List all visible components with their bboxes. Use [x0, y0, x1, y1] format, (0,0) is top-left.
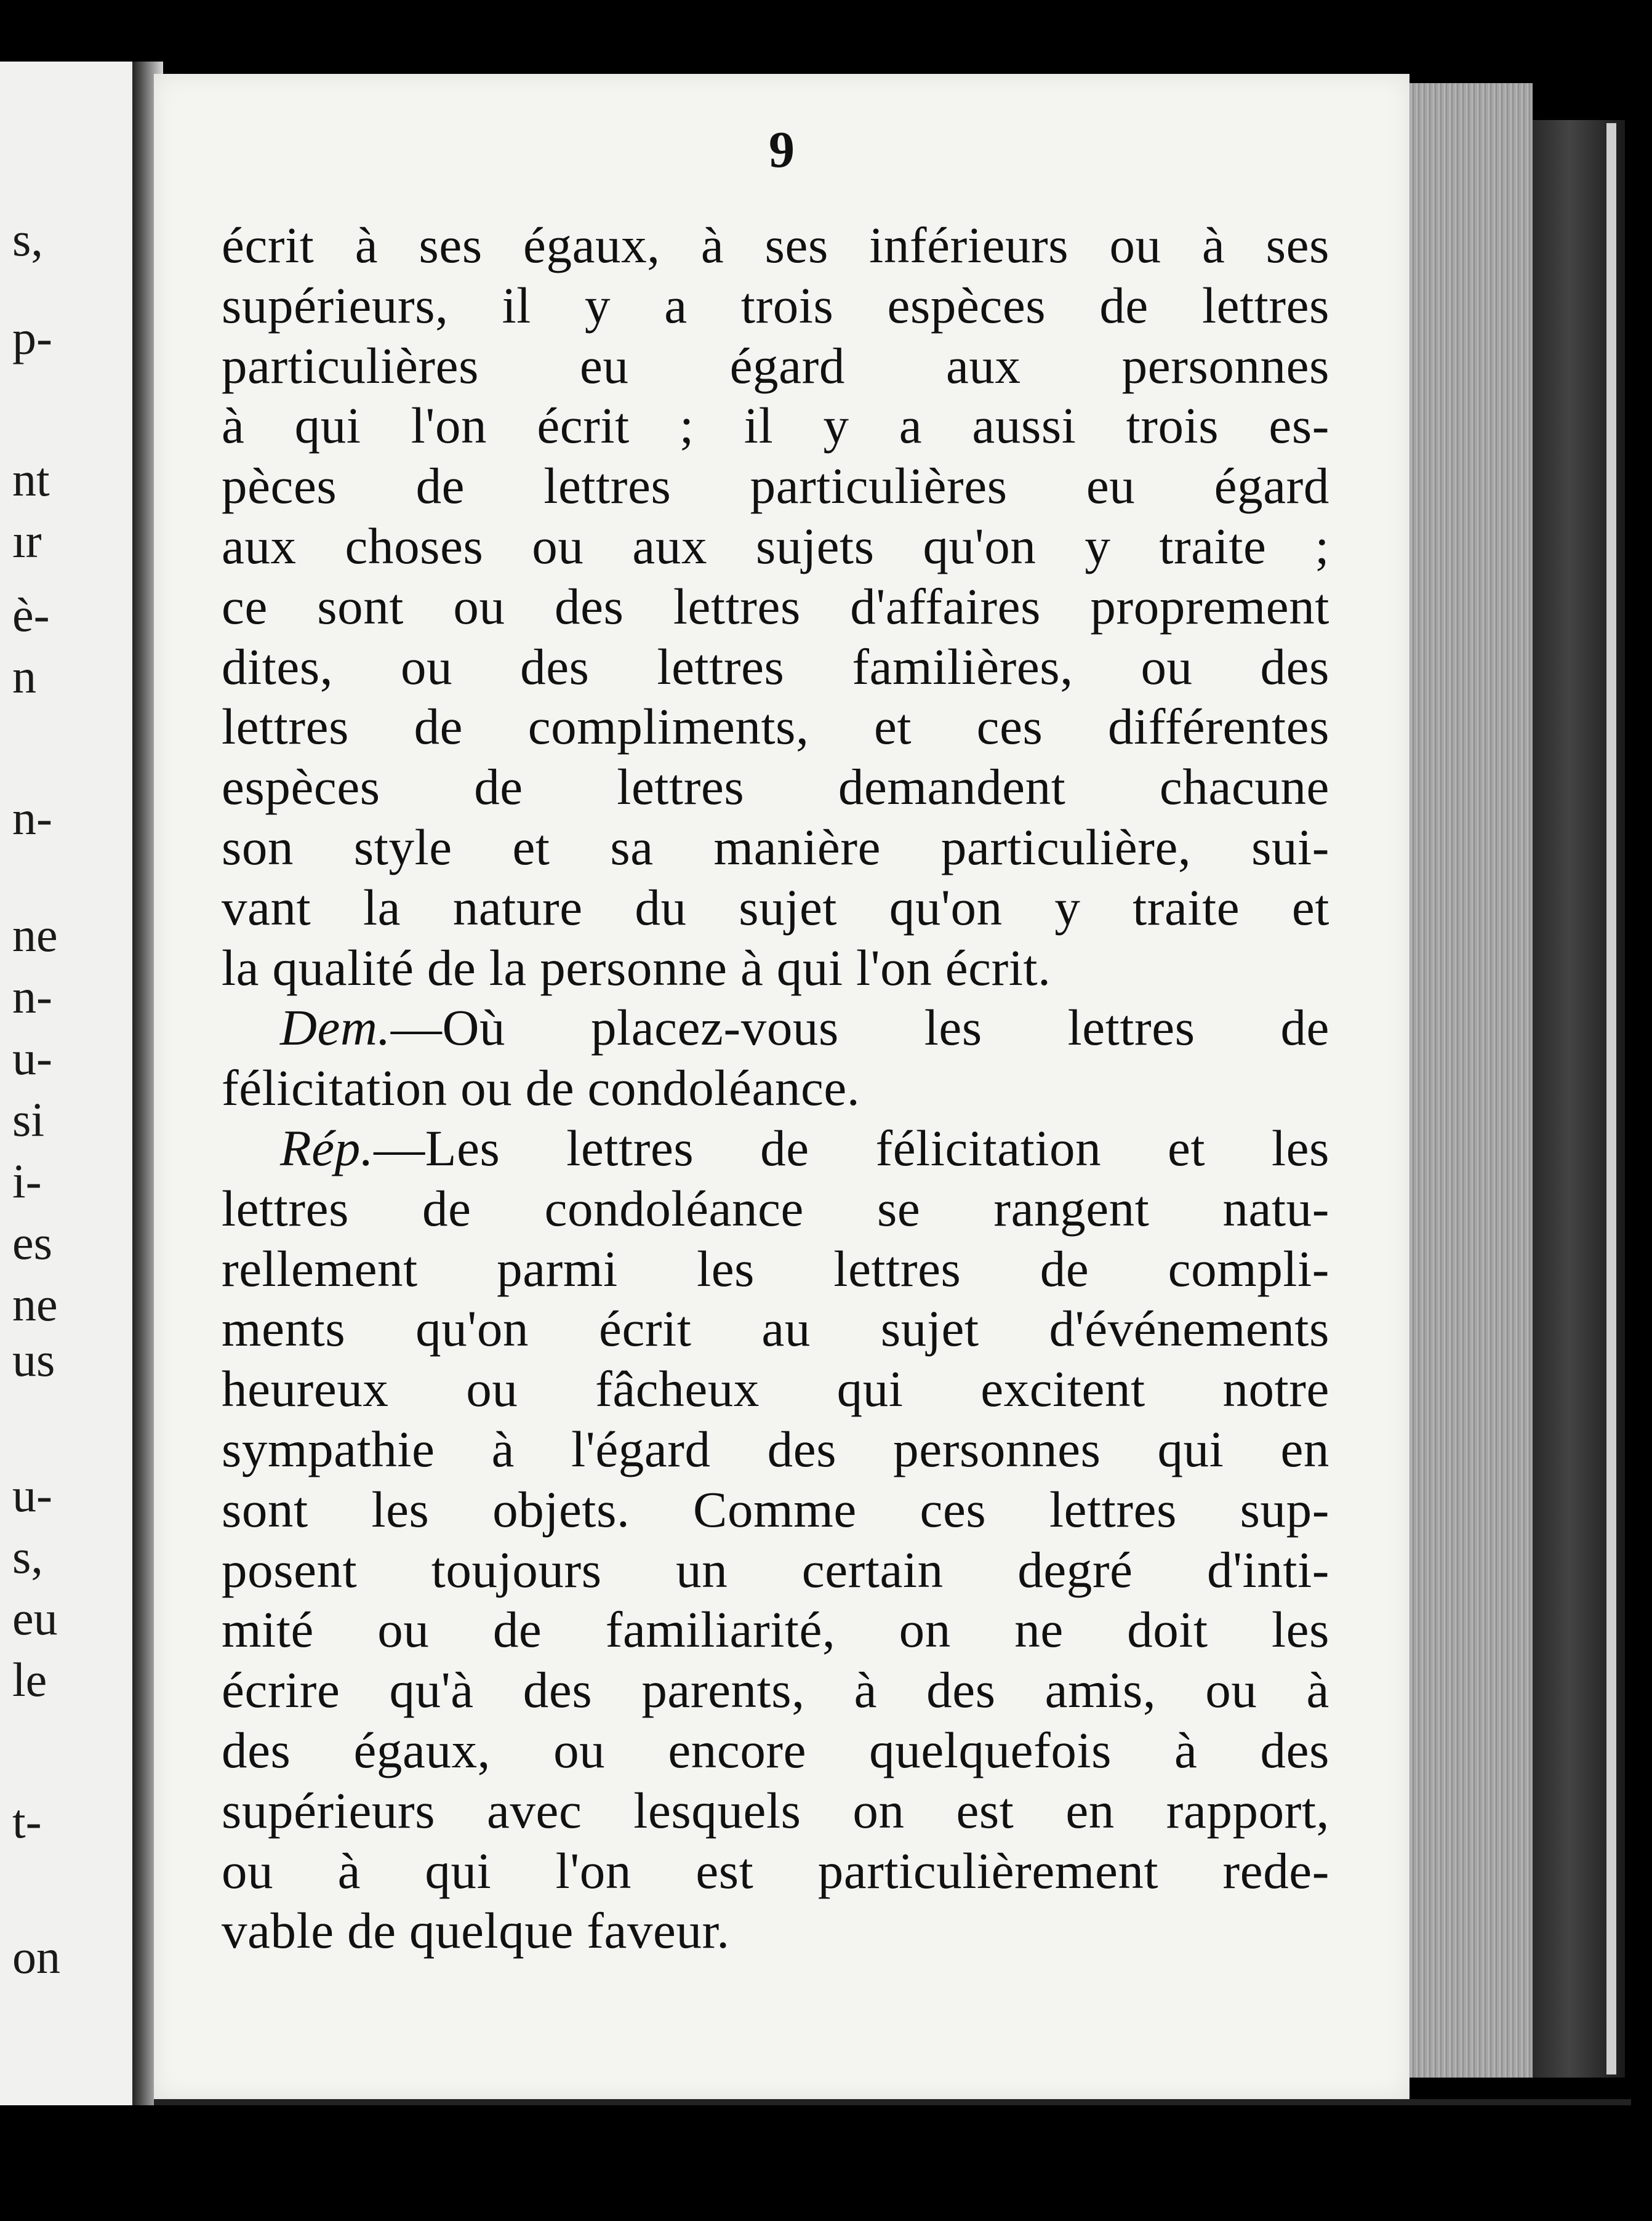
facing-page-text: u- — [12, 1468, 52, 1522]
text-line: supérieurs, il y a trois espèces de lettres — [222, 276, 1329, 334]
text-line: espèces de lettres demandent chacune — [222, 758, 1329, 816]
answer-line — [222, 1119, 1329, 1179]
facing-page-text: on — [12, 1930, 60, 1983]
page-number: 9 — [769, 121, 795, 179]
answer-line: sont les objets. Comme ces lettres sup- — [222, 1480, 1329, 1538]
facing-page-text: us — [12, 1333, 55, 1386]
facing-page-text: s, — [12, 1530, 43, 1583]
answer-line: supérieurs avec lesquels on est en rapport, — [222, 1781, 1329, 1839]
answer-line: posent toujours un certain degré d'inti- — [222, 1541, 1329, 1598]
facing-page-text: ne — [12, 1277, 58, 1331]
answer-text: —Les lettres de félicitation et les — [374, 1119, 1329, 1176]
facing-page-text: es — [12, 1216, 52, 1269]
answer-line: heureux ou fâcheux qui excitent notre — [222, 1360, 1329, 1418]
answer-line: ou à qui l'on est particulièrement rede- — [222, 1842, 1329, 1899]
page-bottom-shadow — [154, 2099, 1631, 2105]
facing-page-text: eu — [12, 1591, 58, 1645]
answer-line: mité ou de familiarité, on ne doit les — [222, 1601, 1329, 1658]
facing-page-text: n — [12, 649, 36, 703]
facing-page-text: u- — [12, 1031, 52, 1085]
answer-line: vable de quelque faveur. — [222, 1902, 730, 1959]
text-line: vant la nature du sujet qu'on y traite et — [222, 878, 1329, 936]
facing-page-text: n- — [12, 791, 52, 845]
facing-page-fragment — [0, 62, 138, 2105]
facing-page-text: si — [12, 1093, 45, 1146]
page-body — [222, 215, 1329, 1961]
text-line: son style et sa manière particulière, sui- — [222, 818, 1329, 875]
answer-line: écrire qu'à des parents, à des amis, ou à — [222, 1661, 1329, 1719]
question-speaker: Dem. — [280, 999, 391, 1056]
facing-page-text: ne — [12, 908, 58, 962]
question-line: félicitation ou de condoléance. — [222, 1059, 860, 1117]
text-line: pèces de lettres particulières eu égard — [222, 457, 1329, 515]
facing-page-text: p- — [12, 311, 52, 364]
answer-line: sympathie à l'égard des personnes qui en — [222, 1420, 1329, 1477]
facing-page-text: i- — [12, 1154, 42, 1208]
text-line: lettres de compliments, et ces différentes — [222, 698, 1329, 755]
facing-page-text: ır — [12, 514, 42, 568]
facing-page-text: le — [12, 1653, 47, 1706]
question-text: —Où placez-vous les lettres de — [390, 999, 1329, 1056]
question-line — [222, 998, 1329, 1058]
text-line: écrit à ses égaux, à ses inférieurs ou à ses — [222, 217, 1329, 273]
facing-page-text: s, — [12, 212, 43, 266]
page-block-edge — [1409, 83, 1533, 2078]
facing-page-text: è- — [12, 588, 50, 641]
answer-speaker: Rép. — [280, 1119, 374, 1176]
answer-line: lettres de condoléance se rangent natu- — [222, 1179, 1329, 1237]
text-line: dites, ou des lettres familières, ou des — [222, 638, 1329, 695]
facing-page-text: n- — [12, 970, 52, 1023]
text-line: la qualité de la personne à qui l'on écrit. — [222, 939, 1051, 996]
text-line: aux choses ou aux sujets qu'on y traite ; — [222, 517, 1329, 574]
answer-line: rellement parmi les lettres de compli- — [222, 1240, 1329, 1297]
answer-line: des égaux, ou encore quelquefois à des — [222, 1721, 1329, 1778]
text-line: particulières eu égard aux personnes — [222, 337, 1329, 394]
book-spine-strip — [1606, 123, 1616, 2074]
facing-page-text: nt — [12, 452, 50, 506]
printed-page — [154, 74, 1409, 2099]
facing-page-text: t- — [12, 1794, 42, 1848]
text-line: ce sont ou des lettres d'affaires proprement — [222, 577, 1329, 635]
answer-line: ments qu'on écrit au sujet d'événements — [222, 1300, 1329, 1357]
text-line: à qui l'on écrit ; il y a aussi trois es- — [222, 397, 1329, 454]
